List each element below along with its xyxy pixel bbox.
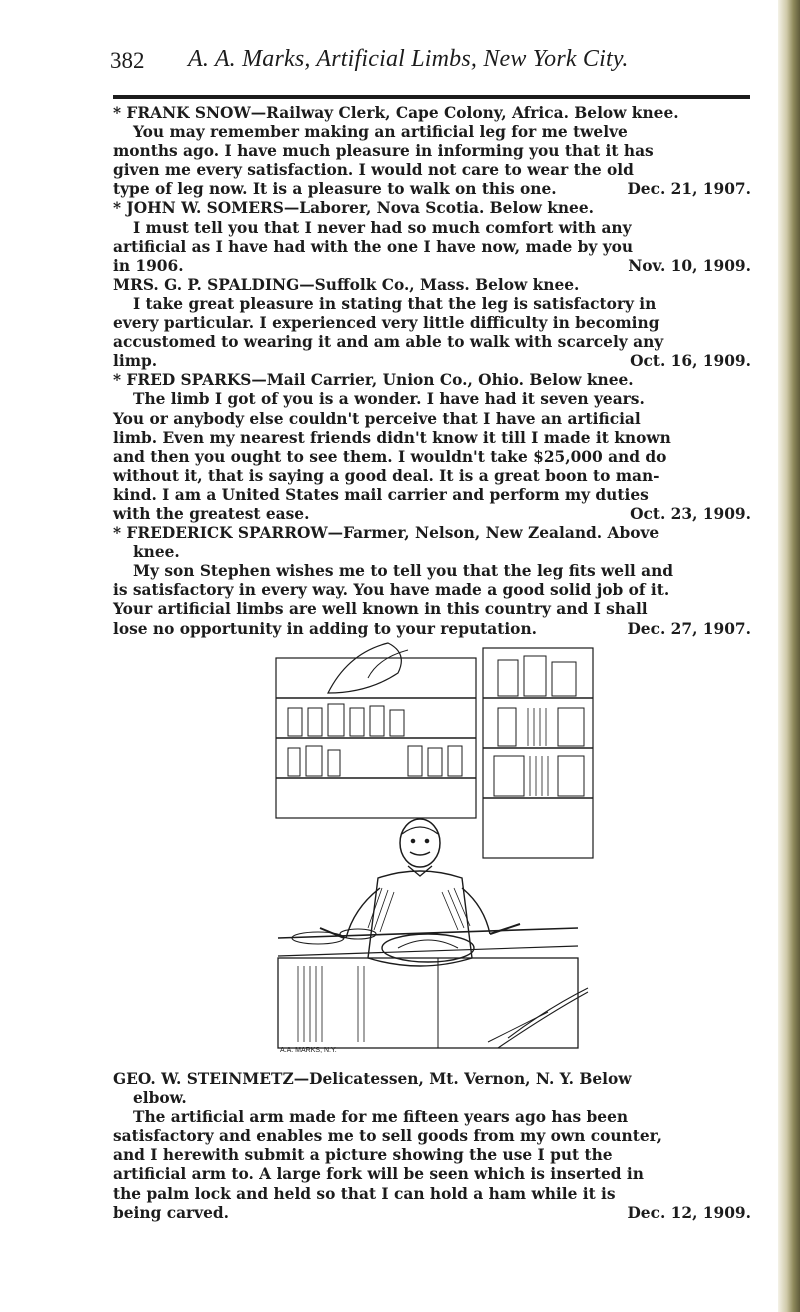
- testimonial-line: My son Stephen wishes me to tell you that the leg fits well and: [133, 562, 674, 581]
- testimonial-line: given me every satisfaction. I would not care to wear the old: [113, 161, 634, 180]
- testimonials-top: [113, 104, 751, 639]
- testimonial-line: You or anybody else couldn't perceive that I have an artificial: [113, 409, 641, 428]
- testimonial-last-line: [113, 352, 751, 371]
- testimonial-line: satisfactory and enables me to sell goods from my own counter,: [113, 1127, 662, 1146]
- testimonial-date: Dec. 21, 1907.: [627, 180, 751, 199]
- testimonial-line: without it, that is saying a good deal. It is a great boon to man-: [113, 466, 660, 485]
- testimonial-last-line: [113, 257, 751, 276]
- testimonial-line: and then you ought to see them. I wouldn't take $25,000 and do: [113, 447, 667, 466]
- testimonial-line: being carved.: [113, 1203, 230, 1222]
- testimonial-date: Oct. 16, 1909.: [630, 352, 751, 371]
- testimonial-final: [113, 1070, 751, 1223]
- testimonial-line: limp.: [113, 352, 158, 371]
- testimonial-entry: [113, 104, 751, 199]
- testimonial-line: artificial as I have had with the one I have now, made by you: [113, 237, 634, 256]
- testimonial-entry: [113, 371, 751, 524]
- testimonial-name-line: GEO. W. STEINMETZ—Delicatessen, Mt. Vernon, N. Y. Below: [113, 1070, 632, 1088]
- testimonial-line: in 1906.: [113, 256, 184, 275]
- testimonial-line: The limb I got of you is a wonder. I have had it seven years.: [133, 390, 645, 409]
- testimonial-line: artificial arm to. A large fork will be seen which is inserted in: [113, 1165, 644, 1184]
- running-title: A. A. Marks, Artificial Limbs, New York City.: [188, 46, 629, 72]
- testimonial-line: months ago. I have much pleasure in informing you that it has: [113, 142, 654, 161]
- testimonial-name-line: * FRANK SNOW—Railway Clerk, Cape Colony, Africa. Below knee.: [113, 104, 679, 122]
- testimonial-date: Nov. 10, 1909.: [628, 256, 751, 275]
- testimonial-name-cont: knee.: [133, 543, 180, 562]
- testimonial-last-line: [113, 1204, 751, 1223]
- testimonial-last-line: [113, 620, 751, 639]
- testimonial-date: Oct. 23, 1909.: [630, 504, 751, 523]
- running-header: [110, 42, 750, 82]
- testimonial-name-line: * FREDERICK SPARROW—Farmer, Nelson, New Zealand. Above: [113, 524, 660, 543]
- testimonial-last-line: [113, 180, 751, 199]
- testimonial-line: every particular. I experienced very little difficulty in becoming: [113, 314, 660, 333]
- testimonial-line: is satisfactory in every way. You have made a good solid job of it.: [113, 581, 670, 600]
- page-edge-shadow: [778, 0, 800, 1312]
- testimonial-name-line: * JOHN W. SOMERS—Laborer, Nova Scotia. Below knee.: [113, 199, 594, 218]
- testimonial-line: I must tell you that I never had so much comfort with any: [133, 218, 632, 237]
- testimonial-line: accustomed to wearing it and am able to walk with scarcely any: [113, 333, 664, 352]
- testimonial-entry: [113, 199, 751, 275]
- testimonial-line: Your artificial limbs are well known in this country and I shall: [113, 600, 648, 619]
- testimonial-line: kind. I am a United States mail carrier and perform my duties: [113, 485, 649, 504]
- header-rule: [113, 95, 750, 99]
- page-number: 382: [110, 48, 145, 73]
- testimonial-line: and I herewith submit a picture showing the use I put the: [113, 1146, 613, 1165]
- testimonial-name-cont: elbow.: [133, 1089, 187, 1108]
- testimonial-line: limb. Even my nearest friends didn't know it till I made it known: [113, 428, 671, 447]
- testimonial-line: I take great pleasure in stating that the leg is satisfactory in: [133, 294, 657, 313]
- testimonial-date: Dec. 27, 1907.: [627, 619, 751, 638]
- testimonial-line: lose no opportunity in adding to your reputation.: [113, 619, 537, 638]
- testimonial-line: The artificial arm made for me fifteen years ago has been: [133, 1108, 629, 1127]
- testimonial-name-line: * FRED SPARKS—Mail Carrier, Union Co., Ohio. Below knee.: [113, 371, 634, 390]
- testimonial-line: You may remember making an artificial leg for me twelve: [133, 123, 628, 142]
- testimonial-line: the palm lock and held so that I can hold a ham while it is: [113, 1184, 616, 1203]
- testimonial-line: type of leg now. It is a pleasure to walk on this one.: [113, 180, 557, 199]
- testimonial-line: with the greatest ease.: [113, 504, 310, 523]
- testimonial-date: Dec. 12, 1909.: [627, 1203, 751, 1222]
- illustration-man-carving-ham: [258, 638, 603, 1058]
- testimonial-entry: [113, 524, 751, 639]
- testimonial-last-line: [113, 505, 751, 524]
- illustration-signature: A.A. MARKS, N.Y.: [280, 1047, 337, 1054]
- testimonial-entry: [113, 276, 751, 371]
- testimonial-name-line: MRS. G. P. SPALDING—Suffolk Co., Mass. Below knee.: [113, 275, 580, 294]
